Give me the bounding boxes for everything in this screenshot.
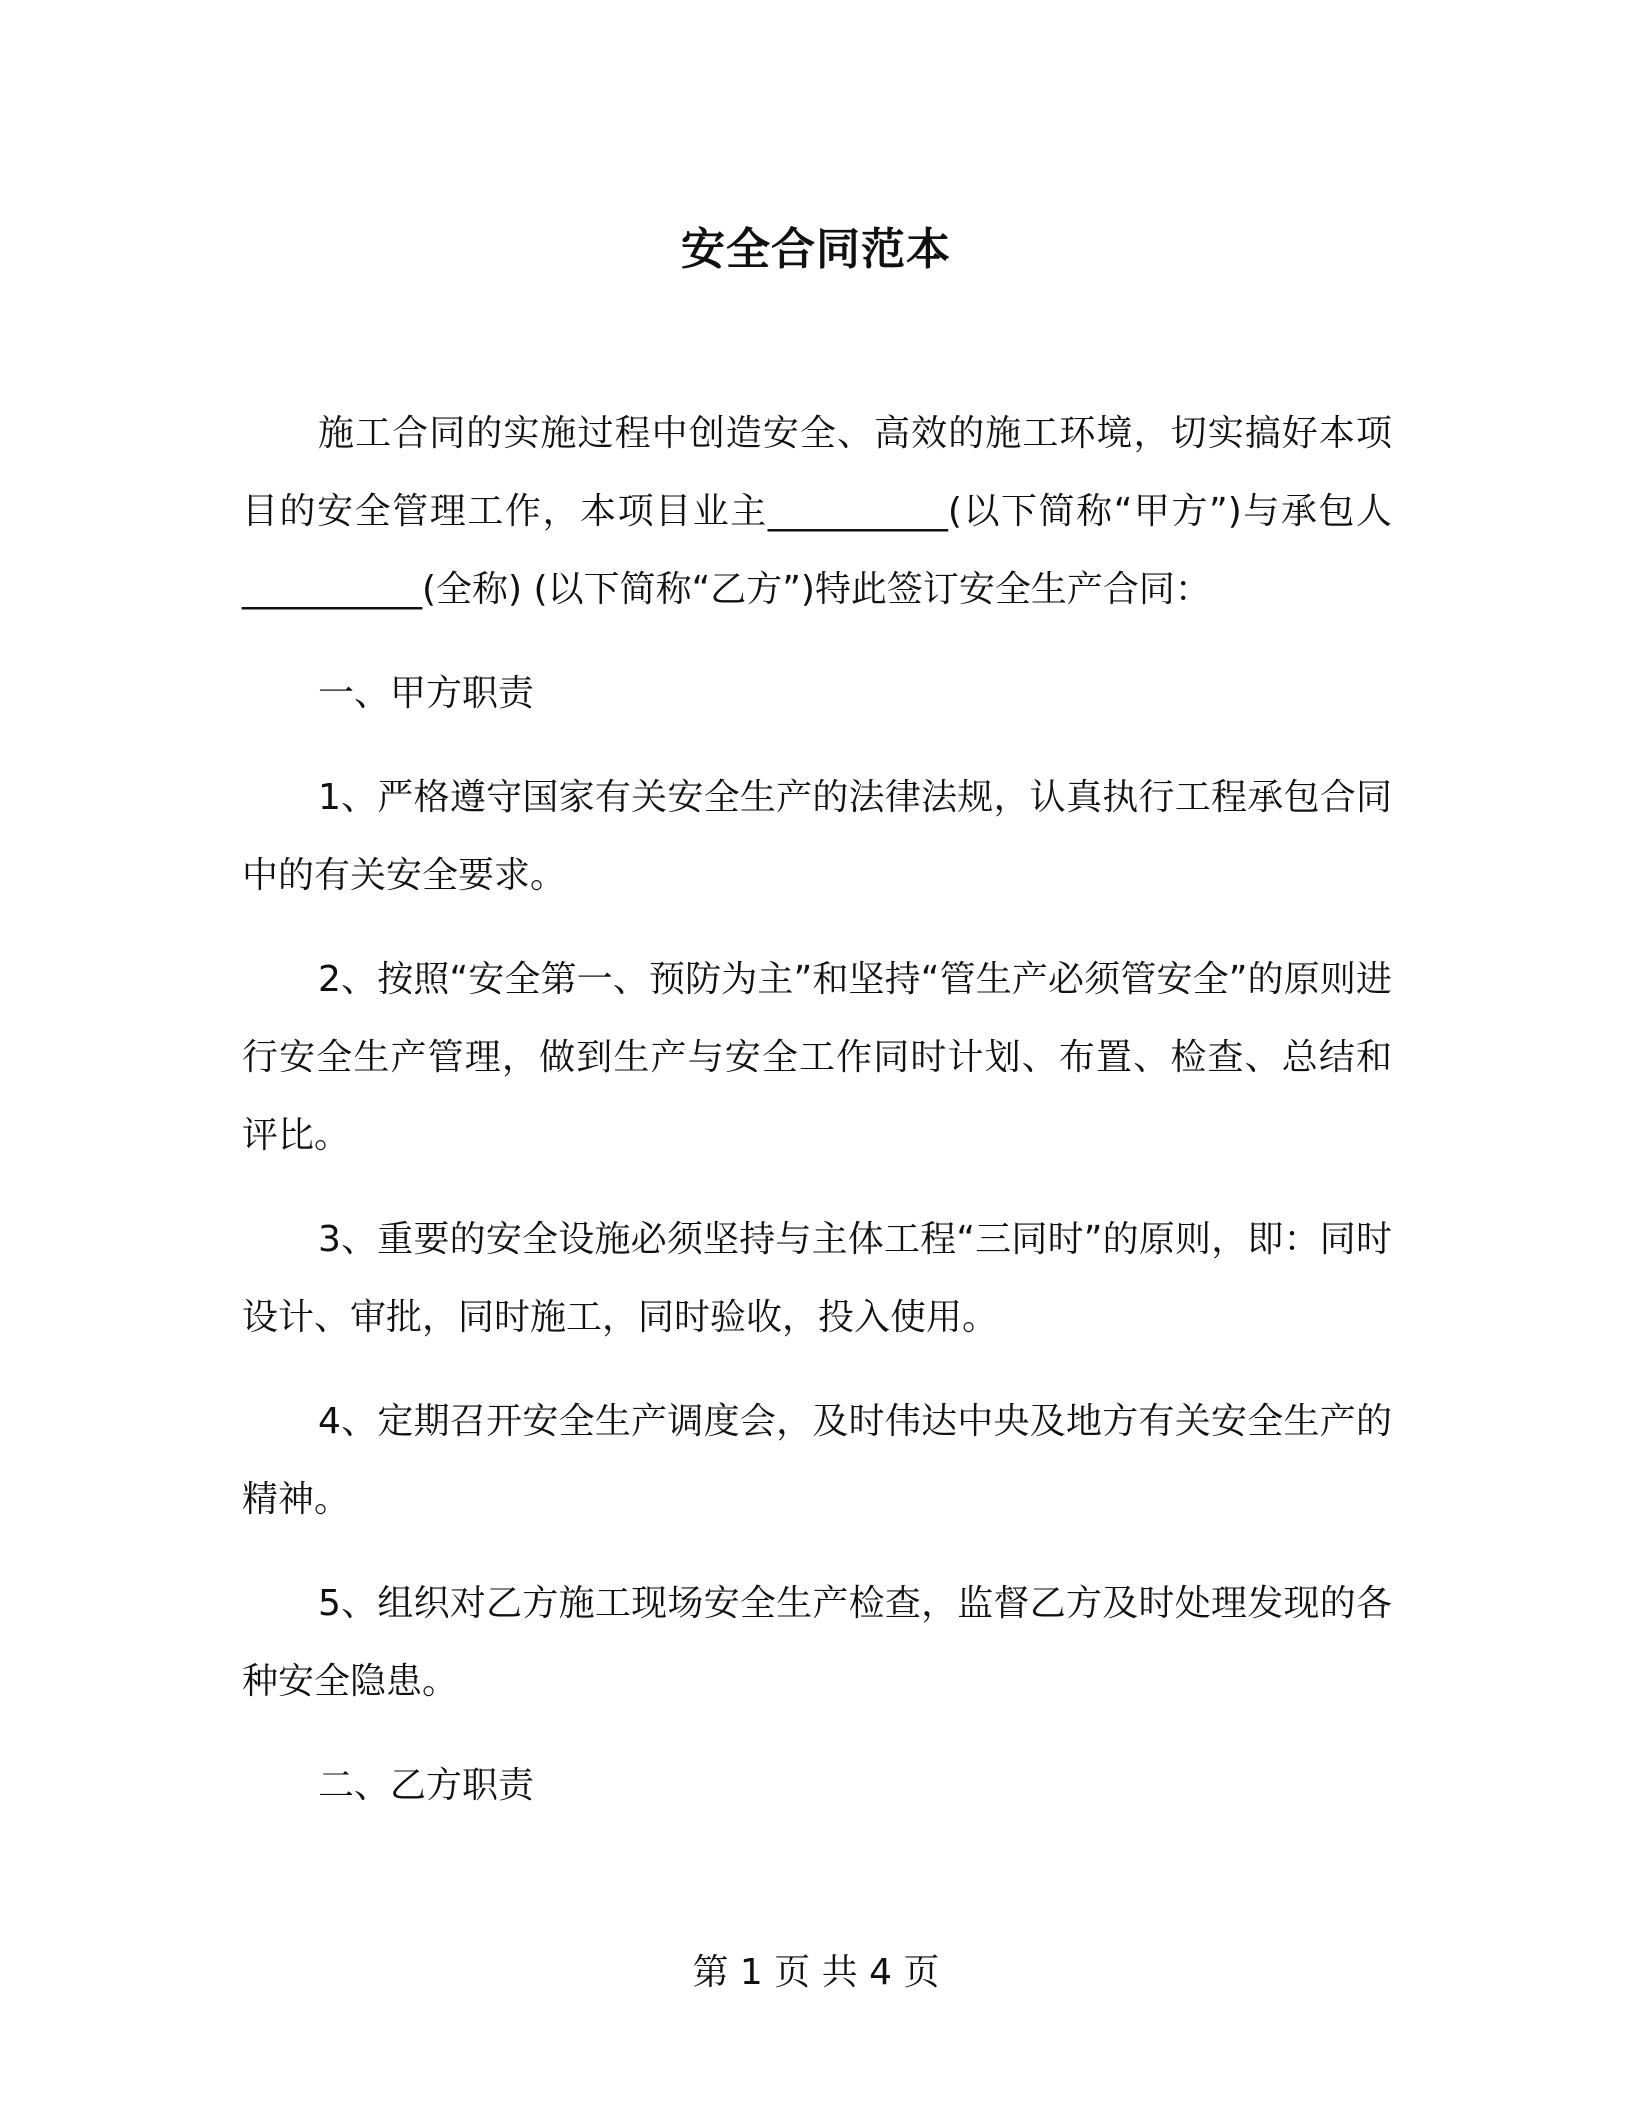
party-a-clause-1: 1、严格遵守国家有关安全生产的法律法规，认真执行工程承包合同中的有关安全要求。 xyxy=(242,777,1392,896)
intro-paragraph: 施工合同的实施过程中创造安全、高效的施工环境，切实搞好本项目的安全管理工作，本项目业主__________(以下简称“甲方”)与承包人 __________(全称) (以下简称“乙方”)特此签订安全生产合同： xyxy=(242,413,1392,610)
party-a-clause-3: 3、重要的安全设施必须坚持与主体工程“三同时”的原则，即：同时设计、审批，同时施工，同时验收，投入使用。 xyxy=(242,1219,1392,1338)
document-title: 安全合同范本 xyxy=(681,224,951,275)
section-heading-party-a: 一、甲方职责 xyxy=(318,673,535,714)
section-heading-party-b: 二、乙方职责 xyxy=(318,1765,535,1806)
page-number-footer: 第 1 页 共 4 页 xyxy=(692,1952,940,1993)
party-a-clause-2: 2、按照“安全第一、预防为主”和坚持“管生产必须管安全”的原则进行安全生产管理，做到生产与安全工作同时计划、布置、检查、总结和评比。 xyxy=(242,959,1392,1156)
document-body xyxy=(242,395,1392,1851)
party-a-clause-4: 4、定期召开安全生产调度会，及时伟达中央及地方有关安全生产的精神。 xyxy=(242,1401,1392,1520)
party-a-clause-5: 5、组织对乙方施工现场安全生产检查，监督乙方及时处理发现的各种安全隐患。 xyxy=(242,1583,1392,1702)
